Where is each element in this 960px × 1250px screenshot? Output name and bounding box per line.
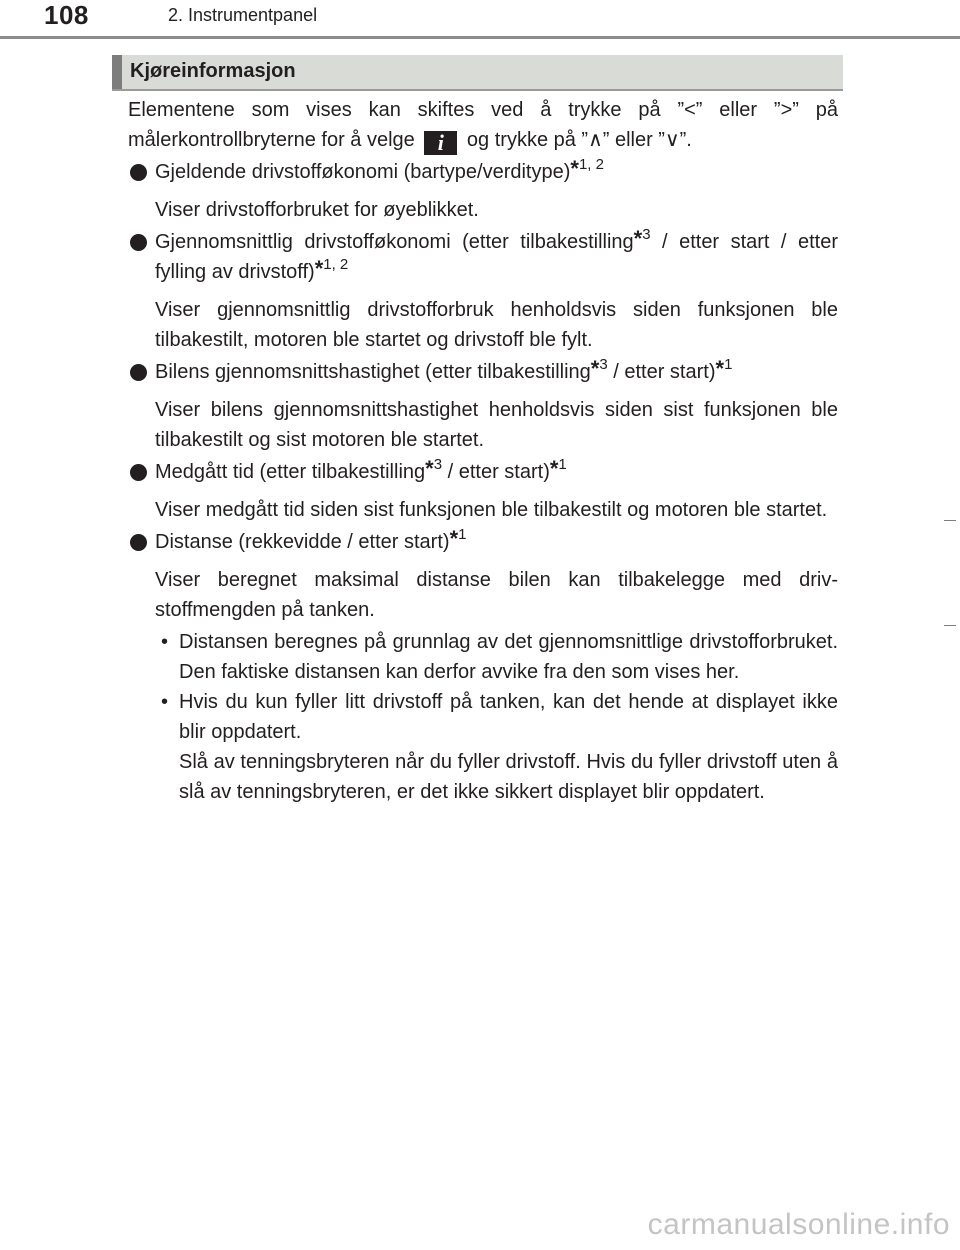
list-item bbox=[128, 157, 838, 225]
list-item bbox=[128, 357, 838, 455]
page-edge-mark-bottom bbox=[944, 625, 956, 626]
section-accent bbox=[112, 55, 122, 89]
bullet-icon bbox=[130, 464, 147, 481]
page-edge-mark-top bbox=[944, 520, 956, 521]
item-description: Viser beregnet maksimal distanse bilen kan tilbakelegge med drivstoffmengden på tanken. bbox=[155, 569, 838, 621]
item-description: Viser drivstofforbruket for øyeblikket. bbox=[155, 199, 479, 221]
chapter-title: 2. Instrumentpanel bbox=[168, 5, 318, 25]
sub-item-text: Distansen beregnes på grunnlag av det gjennomsnittlige drivstofforbruket. Den faktiske distansen kan derfor avvike fra den som vises her. bbox=[179, 631, 838, 683]
bullet-icon bbox=[130, 364, 147, 381]
item-heading: Bilens gjennomsnittshastighet (etter tilbakestilling*$^3$ / etter start)*$^1$ bbox=[155, 356, 733, 383]
bullet-icon bbox=[130, 534, 147, 551]
item-heading: Gjennomsnittlig drivstofføkonomi (etter tilbakestilling*$^3$ / etter start / etter fylling av drivstoff)*$^{1, 2}$ bbox=[155, 226, 838, 283]
sub-bullet: • bbox=[161, 631, 169, 653]
watermark: carmanualsonline.info bbox=[647, 1208, 950, 1241]
list-item bbox=[128, 457, 838, 525]
item-heading: Distanse (rekkevidde / etter start)*$^1$ bbox=[155, 526, 467, 553]
item-heading: Medgått tid (etter tilbakestilling*$^3$ / etter start)*$^1$ bbox=[155, 456, 567, 483]
intro-text-after: og trykke på ”∧” eller ”∨”. bbox=[466, 129, 692, 151]
page-number: 108 bbox=[44, 0, 89, 30]
sub-list-item bbox=[155, 687, 838, 807]
info-icon: i bbox=[424, 131, 457, 155]
page-content bbox=[128, 95, 838, 807]
intro-text-before: Elementene som vises kan skiftes ved å trykke på ”<” eller ”>” på målerkontrollbryterne for å velge bbox=[128, 99, 838, 151]
intro-paragraph bbox=[128, 95, 838, 155]
sub-list-item bbox=[155, 627, 838, 687]
header-rule bbox=[0, 36, 960, 39]
sub-item-text: Hvis du kun fyller litt drivstoff på tanken, kan det hende at displayet ikke blir oppdatert. bbox=[179, 691, 838, 743]
item-heading: Gjeldende drivstofføkonomi (bartype/verditype)*$^{1, 2}$ bbox=[155, 156, 604, 183]
section-heading bbox=[112, 55, 843, 91]
item-description: Viser gjennomsnittlig drivstofforbruk henholdsvis siden funksjonen ble tilbakestilt, motoren ble startet og drivstoff ble fylt. bbox=[155, 299, 838, 351]
list-item bbox=[128, 527, 838, 807]
bullet-icon bbox=[130, 164, 147, 181]
item-description: Viser medgått tid siden sist funksjonen ble tilbakestilt og motoren ble startet. bbox=[155, 499, 828, 521]
sub-item-text-continued: Slå av tenningsbryteren når du fyller drivstoff. Hvis du fyller drivstoff uten å slå av tenningsbryteren, er det ikke sikkert displayet blir oppdatert. bbox=[179, 751, 838, 803]
sub-bullet: • bbox=[161, 691, 169, 713]
bullet-icon bbox=[130, 234, 147, 251]
list-item bbox=[128, 227, 838, 355]
section-title: Kjøreinformasjon bbox=[130, 60, 296, 82]
item-description: Viser bilens gjennomsnittshastighet henholdsvis siden sist funksjonen ble tilbakestilt og sist motoren ble startet. bbox=[155, 399, 838, 451]
